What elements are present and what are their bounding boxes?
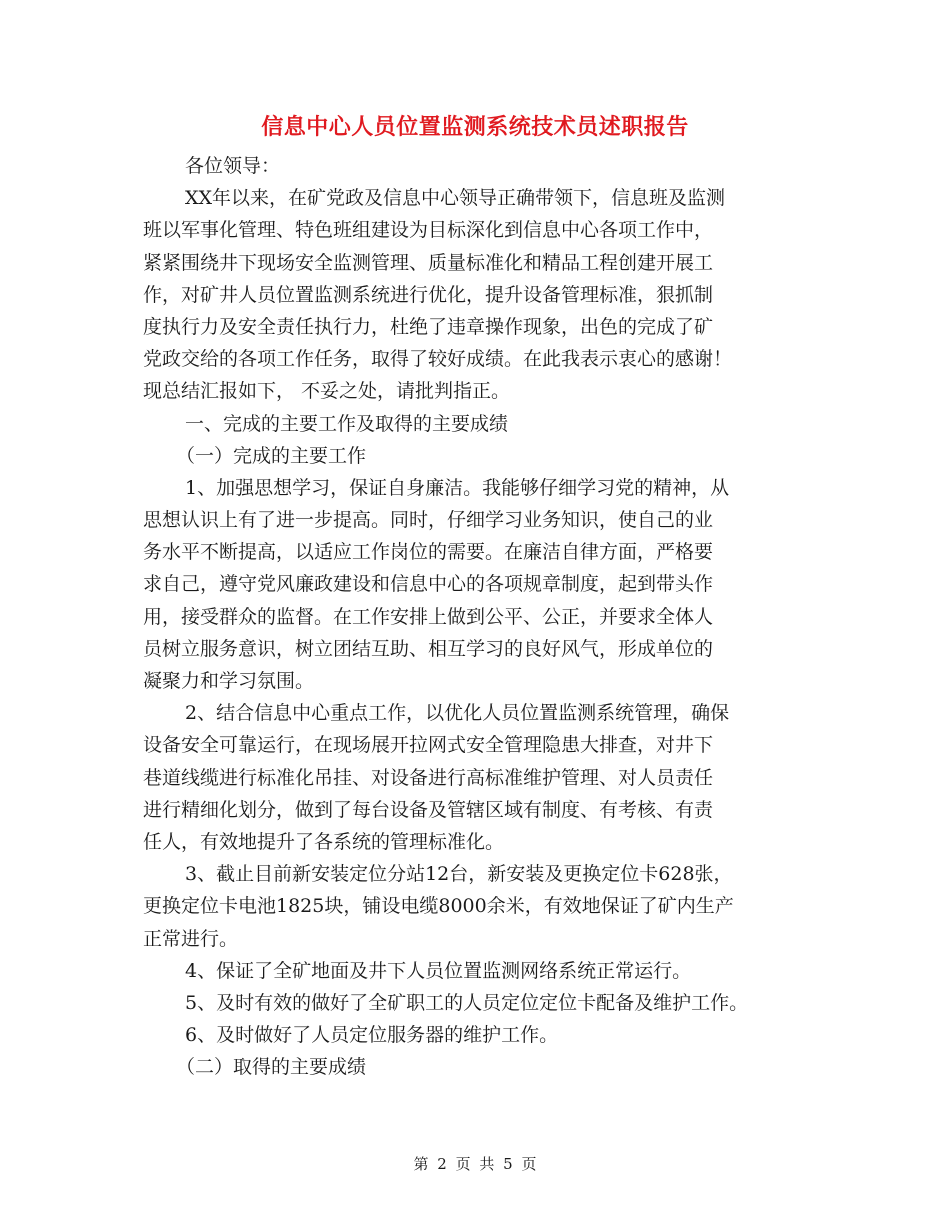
- subsection-heading: （一）完成的主要工作: [176, 444, 367, 467]
- paragraph-line: 紧紧围绕井下现场安全监测管理、质量标准化和精品工程创建开展工: [143, 251, 714, 274]
- paragraph-line: 作，对矿井人员位置监测系统进行优化，提升设备管理标准，狠抓制: [143, 283, 714, 306]
- paragraph-line: 员树立服务意识，树立团结互助、相互学习的良好风气，形成单位的: [143, 637, 714, 660]
- paragraph-line: 4、保证了全矿地面及井下人员位置监测网络系统正常运行。: [185, 959, 692, 982]
- paragraph-line: 6、及时做好了人员定位服务器的维护工作。: [185, 1024, 559, 1047]
- paragraph-line: 思想认识上有了进一步提高。同时，仔细学习业务知识，使自己的业: [143, 509, 714, 532]
- paragraph-line: 更换定位卡电池1825块，铺设电缆8000余米，有效地保证了矿内生产: [143, 895, 734, 918]
- paragraph-line: 党政交给的各项工作任务，取得了较好成绩。在此我表示衷心的感谢！: [143, 348, 733, 371]
- paragraph-line: 用，接受群众的监督。在工作安排上做到公平、公正，并要求全体人: [143, 605, 714, 628]
- salutation: 各位领导：: [185, 155, 281, 177]
- paragraph-line: 巷道线缆进行标准化吊挂、对设备进行高标准维护管理、对人员责任: [143, 766, 714, 789]
- paragraph-line: 班以军事化管理、特色班组建设为目标深化到信息中心各项工作中，: [143, 219, 714, 242]
- paragraph-line: 3、截止目前新安装定位分站12台，新安装及更换定位卡628张，: [185, 863, 733, 886]
- document-body: [143, 150, 823, 1083]
- paragraph-line: 务水平不断提高，以适应工作岗位的需要。在廉洁自律方面，严格要: [143, 541, 714, 564]
- paragraph-line: 求自己，遵守党风廉政建设和信息中心的各项规章制度，起到带头作: [143, 573, 714, 596]
- subsection-heading: （二）取得的主要成绩: [176, 1056, 367, 1079]
- paragraph-line: 2、结合信息中心重点工作，以优化人员位置监测系统管理，确保: [185, 702, 730, 725]
- paragraph-line: 5、及时有效的做好了全矿职工的人员定位定位卡配备及维护工作。: [185, 991, 749, 1014]
- paragraph-line: 现总结汇报如下， 不妥之处，请批判指正。: [143, 380, 511, 403]
- paragraph-line: 度执行力及安全责任执行力，杜绝了违章操作现象，出色的完成了矿: [143, 315, 714, 338]
- paragraph-line: 进行精细化划分，做到了每台设备及管辖区域有制度、有考核、有责: [143, 798, 714, 821]
- page-footer: 第 2 页 共 5 页: [413, 1155, 537, 1173]
- paragraph-line: XX年以来，在矿党政及信息中心领导正确带领下，信息班及监测: [185, 187, 726, 210]
- paragraph-line: 1、加强思想学习，保证自身廉洁。我能够仔细学习党的精神，从: [185, 476, 730, 499]
- paragraph-line: 任人，有效地提升了各系统的管理标准化。: [143, 830, 505, 853]
- paragraph-line: 凝聚力和学习氛围。: [143, 670, 315, 692]
- paragraph-line: 正常进行。: [143, 927, 239, 950]
- section-heading: 一、完成的主要工作及取得的主要成绩: [185, 412, 509, 435]
- document-title: 信息中心人员位置监测系统技术员述职报告: [261, 114, 689, 140]
- paragraph-line: 设备安全可靠运行，在现场展开拉网式安全管理隐患大排查，对井下: [143, 734, 714, 757]
